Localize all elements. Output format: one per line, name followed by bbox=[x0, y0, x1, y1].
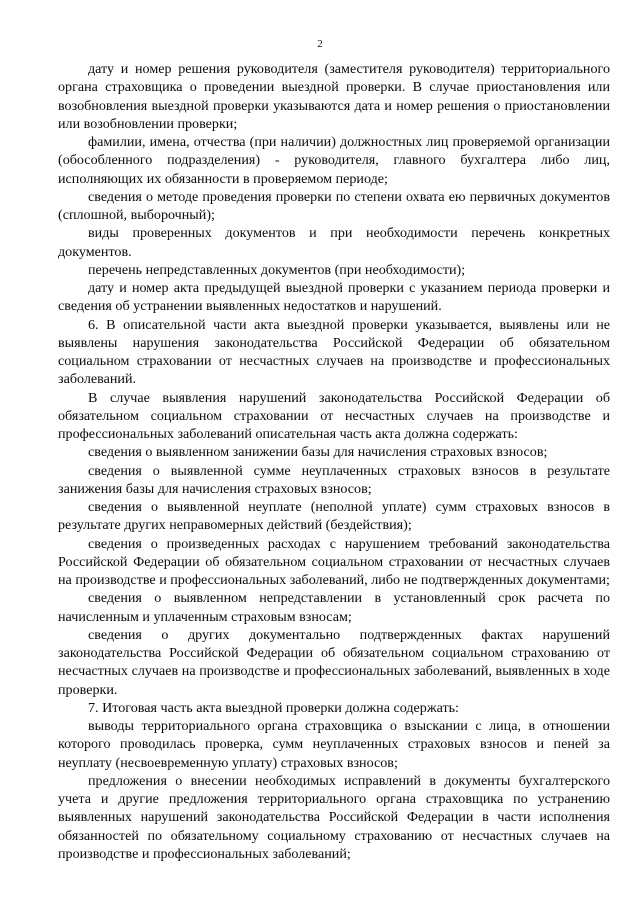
paragraph: перечень непредставленных документов (при необходимости); bbox=[88, 261, 466, 278]
paragraph: виды проверенных документов и при необходимости перечень конкретных документов. bbox=[58, 225, 610, 260]
paragraph: сведения о выявленном непредставлении в установленный срок расчета по начисленным и уплаченным страховым взносам; bbox=[58, 590, 610, 625]
paragraph: предложения о внесении необходимых исправлений в документы бухгалтерского учета и другие предложения территориального органа страховщика по устранению выявленных нарушений законодательства Российской Федерации в части исполнения обязанностей по обязательному социальному страхованию от несчастных случаев на производстве и профессиональных заболеваний; bbox=[58, 772, 610, 862]
paragraph: сведения о выявленной сумме неуплаченных страховых взносов в результате занижения базы для начисления страховых взносов; bbox=[58, 462, 610, 497]
paragraph: дату и номер решения руководителя (заместителя руководителя) территориального органа страховщика о проведении выездной проверки. В случае приостановления или возобновления выездной проверки указываются дата и номер решения о приостановлении или возобновлении проверки; bbox=[58, 61, 610, 132]
paragraph: сведения о выявленном занижении базы для начисления страховых взносов; bbox=[88, 444, 548, 461]
paragraph: 7. Итоговая часть акта выездной проверки должна содержать: bbox=[88, 699, 459, 716]
paragraph: выводы территориального органа страховщика о взыскании с лица, в отношении которого проводилась проверка, сумм неуплаченных страховых взносов и пеней за неуплату (несвоевременную уплату) страховых взносов; bbox=[58, 718, 610, 771]
paragraph: В случае выявления нарушений законодательства Российской Федерации об обязательном социальном страховании от несчастных случаев на производстве и профессиональных заболеваний описательная часть акта должна содержать: bbox=[58, 389, 610, 442]
paragraph: сведения о других документально подтвержденных фактах нарушений законодательства Российской Федерации об обязательном социальном страхованию от несчастных случаев на производстве и профессиональных заболеваний, выявленных в ходе проверки. bbox=[58, 626, 610, 698]
paragraph: сведения о выявленной неуплате (неполной уплате) сумм страховых взносов в результате других неправомерных действий (бездействия); bbox=[58, 499, 610, 534]
paragraph: дату и номер акта предыдущей выездной проверки с указанием периода проверки и сведения об устранении выявленных недостатков и нарушений. bbox=[58, 280, 610, 315]
paragraph: сведения о методе проведения проверки по степени охвата ею первичных документов (сплошной, выборочный); bbox=[58, 188, 610, 223]
document-body bbox=[58, 60, 610, 863]
paragraph: сведения о произведенных расходах с нарушением требований законодательства Российской Федерации об обязательном социальном страховании от несчастных случаев на производстве и профессиональных заболеваний, либо не подтвержденных документами; bbox=[58, 535, 610, 588]
page-number: 2 bbox=[317, 38, 323, 50]
paragraph: фамилии, имена, отчества (при наличии) должностных лиц проверяемой организации (обособленного подразделения) - руководителя, главного бухгалтера либо лиц, исполняющих их обязанности в проверяемом периоде; bbox=[58, 134, 610, 187]
paragraph: 6. В описательной части акта выездной проверки указывается, выявлены или не выявлены нарушения законодательства Российской Федерации об обязательном социальном страховании от несчастных случаев на производстве и профессиональных заболеваний. bbox=[58, 316, 610, 388]
